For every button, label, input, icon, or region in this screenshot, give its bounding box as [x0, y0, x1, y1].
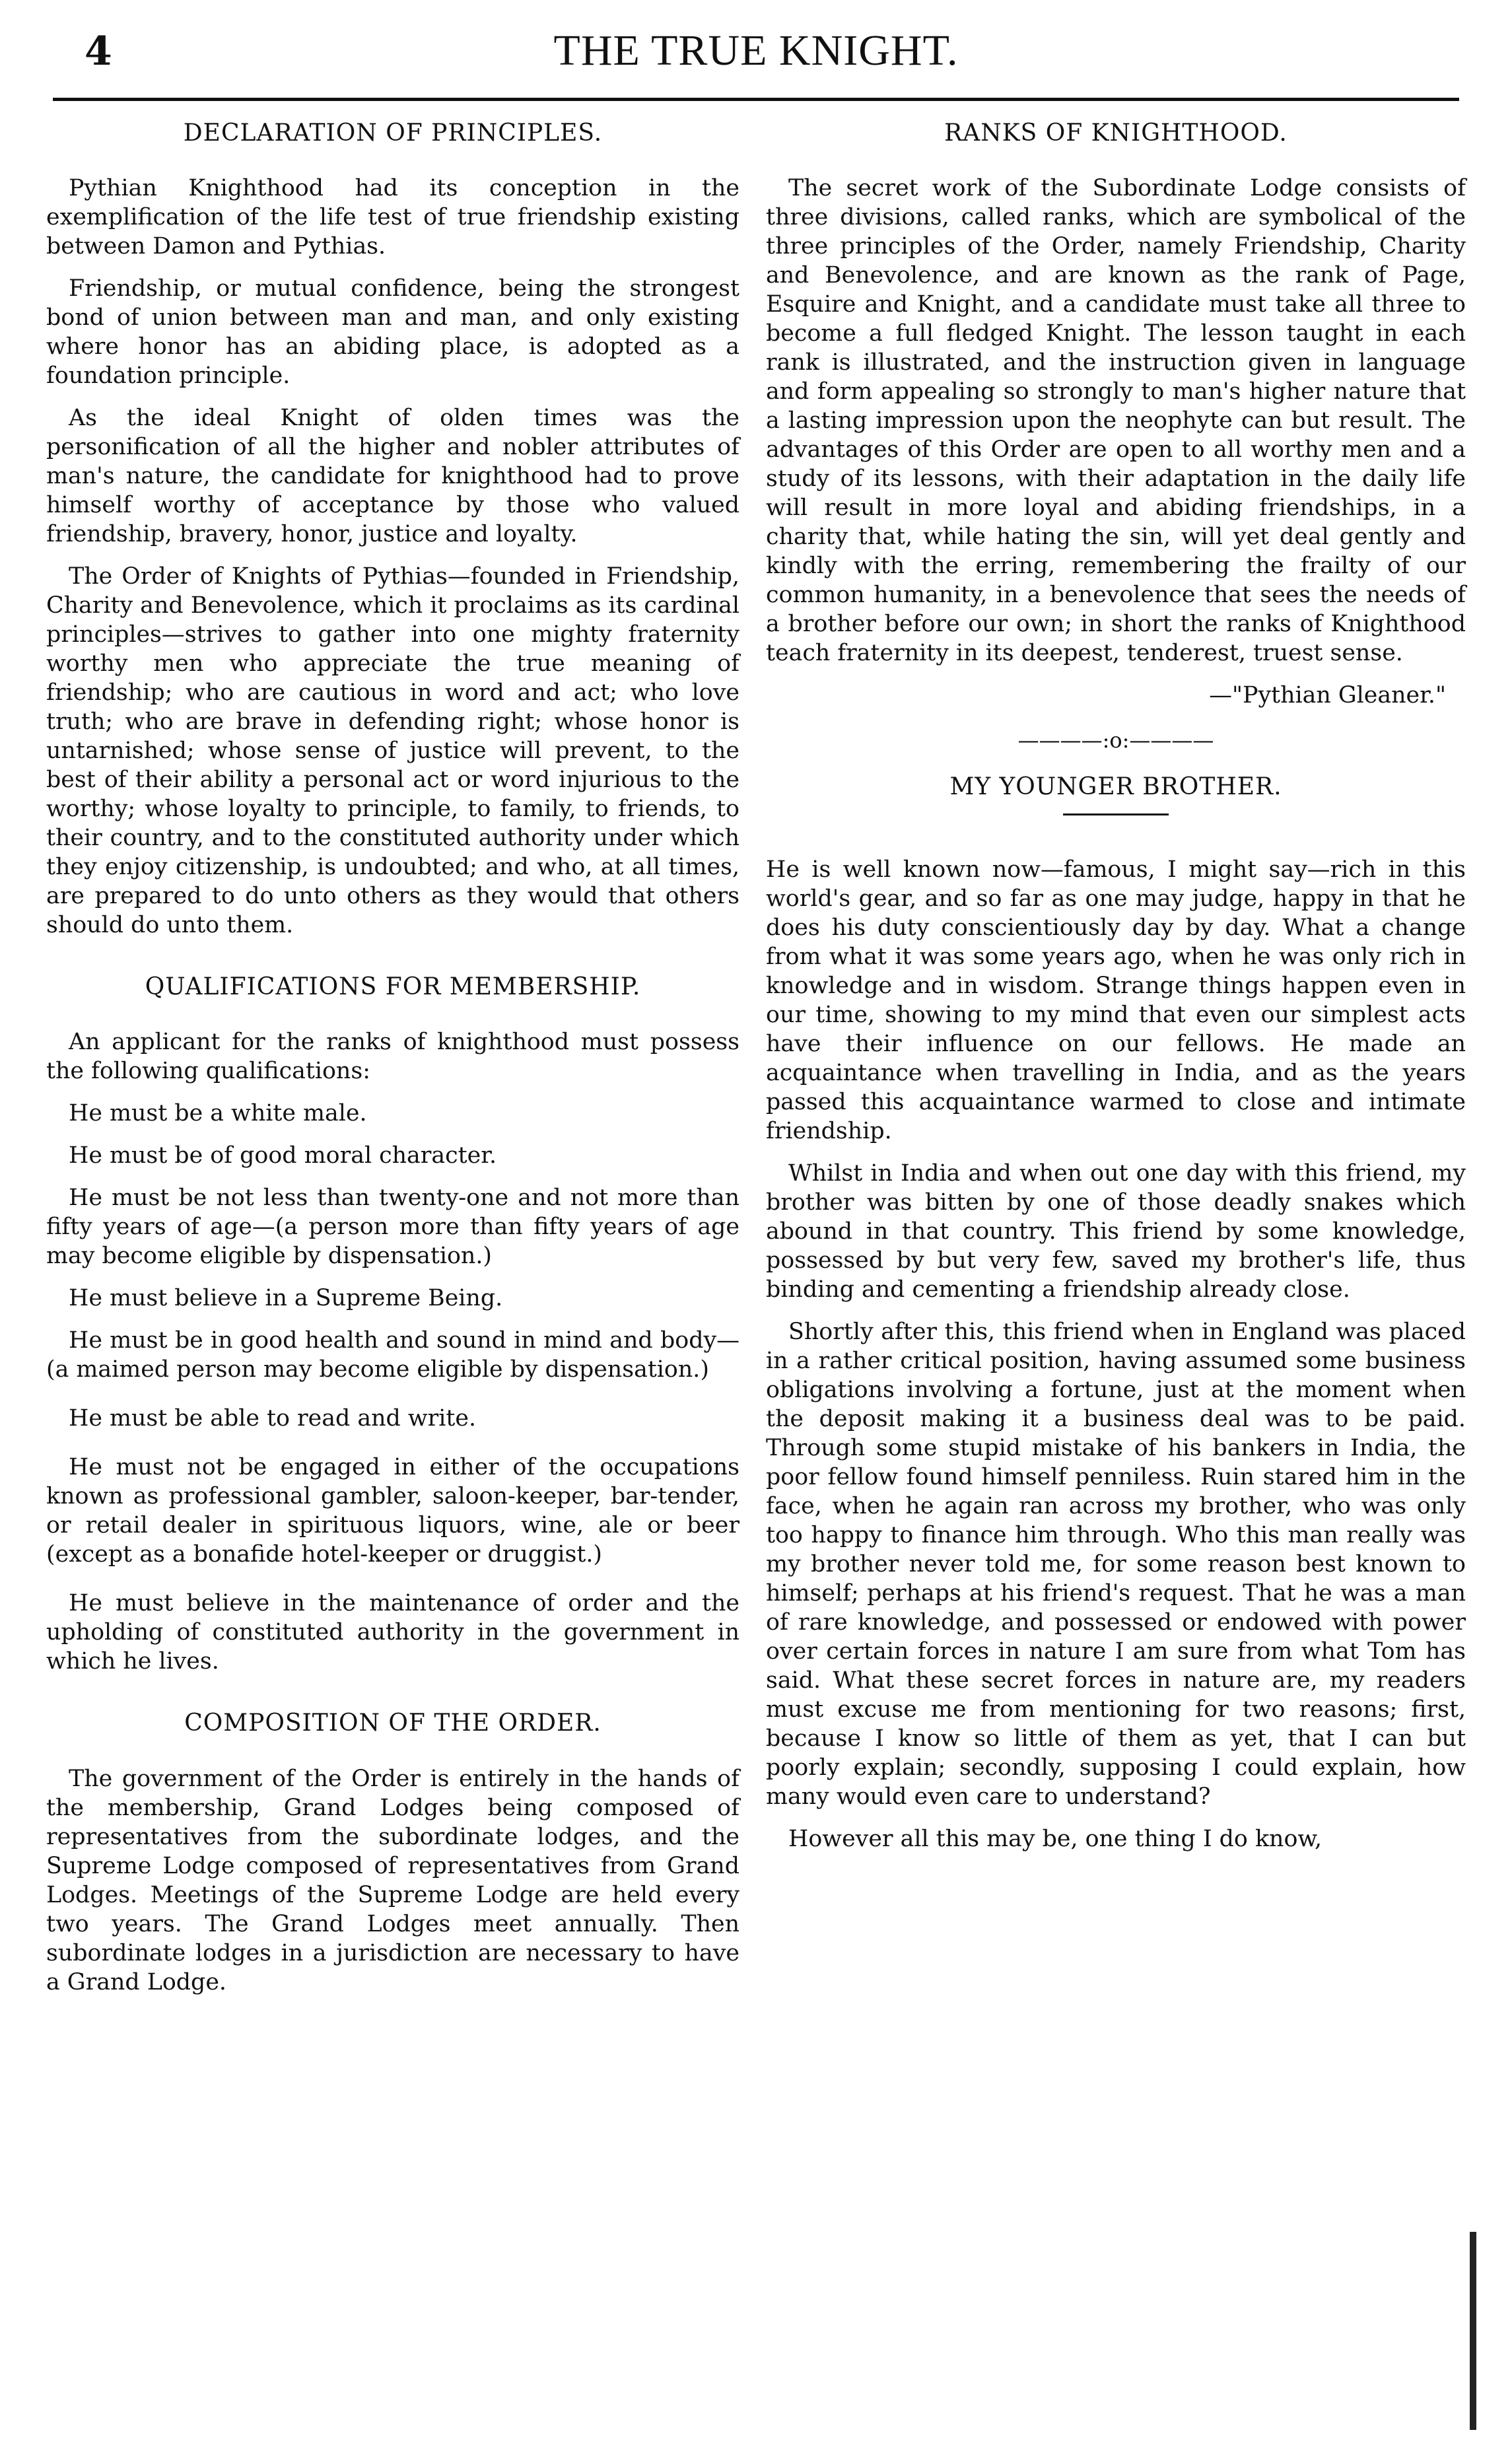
composition-paragraph: The government of the Order is entirely in the hands of the membership, Grand Lodges being composed of representatives from the subordinate lodges, and the Supreme Lodge composed of representatives from Grand Lodges. Meetings of the Supreme Lodge are held every two years. The Grand Lodges meet annually. Then subordinate lodges in a jurisdiction are necessary to have a Grand Lodge. [46, 1765, 739, 1995]
ranks-paragraph: The secret work of the Subordinate Lodge consists of three divisions, called ranks, which are symbolical of the three principles of the Order, namely Friendship, Charity and Benevolence, and are known as the rank of Page, Esquire and Knight, and a candidate must take all three to become a full fledged Knight. The lesson taught in each rank is illustrated, and the instruction given in language and form appealing so strongly to man's higher nature that a lasting impression upon the neophyte can but result. The advantages of this Order are open to all worthy men and a study of its lessons, with their adaptation in the daily life will result in more loyal and abiding friendships, in a charity that, while hating the sin, will yet deal gently and kindly with the erring, remembering the frailty of our common humanity, in a benevolence that sees the needs of a brother before our own; in short the ranks of Knighthood teach fraternity in its deepest, tenderest, truest sense. [766, 175, 1466, 667]
declaration-paragraph: As the ideal Knight of olden times was the personification of all the higher and nobler attributes of man's nature, the candidate for knighthood had to prove himself worthy of acceptance by those who valued friendship, bravery, honor, justice and loyalty. [46, 405, 739, 548]
scan-edge-mark [1470, 2232, 1476, 2430]
qualifications-heading: QUALIFICATIONS FOR MEMBERSHIP. [145, 973, 641, 1001]
header-rule [53, 98, 1459, 101]
article-paragraph: However all this may be, one thing I do know, [788, 1826, 1323, 1853]
article-paragraph: Whilst in India and when out one day with this friend, my brother was bitten by one of those deadly snakes which abound in that country. This friend by some knowledge, possessed by but very few, saved my brother's life, thus binding and cementing a friendship already close. [766, 1160, 1466, 1303]
qualification-item: He must be not less than twenty-one and not more than fifty years of age—(a person more than fifty years of age may become eligible by dispensation.) [46, 1185, 739, 1270]
article-paragraph: Shortly after this, this friend when in England was placed in a rather critical position, having assumed some business obligations involving a fortune, just at the moment when the deposit making it a business deal was to be paid. Through some stupid mistake of his bankers in India, the poor fellow found himself penniless. Ruin stared him in the face, when he again ran across my brother, who was only too happy to finance him through. Who this man really was my brother never told me, for some reason best known to himself; perhaps at his friend's request. That he was a man of rare knowledge, and possessed or endowed with power over certain forces in nature I am sure from what Tom has said. What these secret forces in nature are, my readers must excuse me from mentioning for two reasons; first, because I know so little of them as yet, that I can but poorly explain; secondly, supposing I could explain, how many would even care to understand? [766, 1319, 1466, 1811]
article-title: MY YOUNGER BROTHER. [949, 773, 1282, 801]
page-number: 4 [85, 28, 112, 75]
qualification-item: He must be able to read and write. [69, 1405, 477, 1432]
declaration-paragraph: Friendship, or mutual confidence, being the strongest bond of union between man and man, and only existing where honor has an abiding place, is adopted as a foundation principle. [46, 275, 739, 390]
attribution: —"Pythian Gleaner." [1209, 682, 1446, 709]
left-column [46, 119, 739, 2010]
right-column [766, 119, 1466, 1867]
qualification-item: He must believe in a Supreme Being. [69, 1285, 503, 1312]
qualification-item: He must be a white male. [69, 1100, 367, 1127]
title-rule [1063, 813, 1169, 815]
qualification-item: He must not be engaged in either of the occupations known as professional gambler, saloon-keeper, bar-tender, or retail dealer in spirituous liquors, wine, ale or beer (except as a bonafide hotel-keeper or druggist.) [46, 1454, 739, 1568]
declaration-paragraph: The Order of Knights of Pythias—founded in Friendship, Charity and Benevolence, which it proclaims as its cardinal principles—strives to gather into one mighty fraternity worthy men who appreciate the true meaning of friendship; who are cautious in word and act; who love truth; who are brave in defending right; whose honor is untarnished; whose sense of justice will prevent, to the best of their ability a personal act or word injurious to the worthy; whose loyalty to principle, to family, to friends, to their country, and to the constituted authority under which they enjoy citizenship, is undoubted; and who, at all times, are prepared to do unto others as they would that others should do unto them. [46, 563, 739, 939]
qualifications-paragraph: An applicant for the ranks of knighthood must possess the following qualifications: [46, 1029, 739, 1085]
declaration-paragraph: Pythian Knighthood had its conception in the exemplification of the life test of true friendship existing between Damon and Pythias. [46, 175, 739, 260]
section-separator: ————:o:———— [1017, 728, 1214, 753]
qualification-item: He must be of good moral character. [69, 1142, 497, 1169]
masthead-title: THE TRUE KNIGHT. [553, 26, 959, 75]
ranks-heading: RANKS OF KNIGHTHOOD. [944, 120, 1288, 147]
article-paragraph: He is well known now—famous, I might say—rich in this world's gear, and so far as one may judge, happy in that he does his duty conscientiously day by day. What a change from what it was some years ago, when he was only rich in knowledge and in wisdom. Strange things happen even in our time, showing to my mind that even our simplest acts have their influence on our fellows. He made an acquaintance when travelling in India, and as the years passed this acquaintance warmed to close and intimate friendship. [766, 856, 1466, 1145]
declaration-heading: DECLARATION OF PRINCIPLES. [183, 120, 603, 147]
qualification-item: He must believe in the maintenance of order and the upholding of constituted authority in the government in which he lives. [46, 1590, 739, 1675]
qualification-item: He must be in good health and sound in mind and body—(a maimed person may become eligible by dispensation.) [46, 1327, 739, 1383]
composition-heading: COMPOSITION OF THE ORDER. [184, 1710, 601, 1737]
